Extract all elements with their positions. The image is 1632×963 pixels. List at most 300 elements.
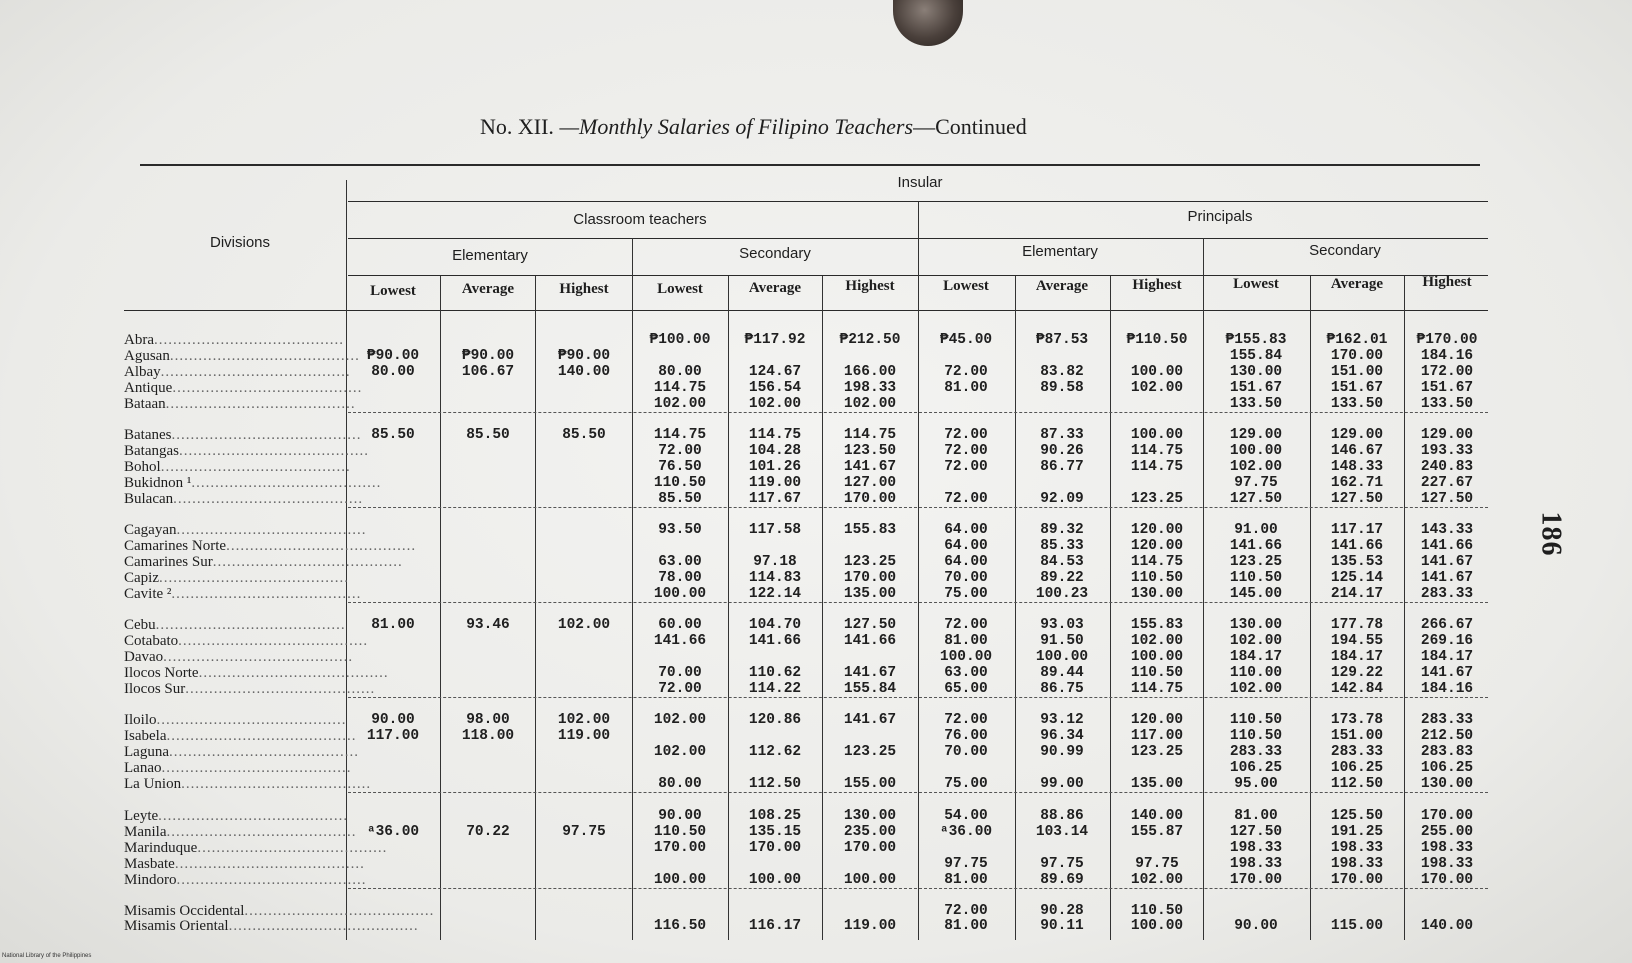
table-cell: 81.00 [944, 918, 988, 934]
table-cell: 63.00 [944, 665, 988, 681]
table-cell: ₱87.53 [1035, 332, 1089, 348]
column-header-average: Average [461, 281, 515, 297]
table-cell: 90.00 [371, 712, 415, 728]
table-cell: 102.00 [843, 396, 897, 412]
leader-dots: ........................................ [181, 776, 372, 792]
table-cell: 145.00 [1229, 586, 1283, 602]
leader-dots: ........................................ [154, 332, 344, 348]
leader-dots: ........................................ [155, 617, 346, 633]
group-separator [348, 507, 1488, 508]
table-cell: 123.25 [843, 744, 897, 760]
table-cell: 141.67 [1420, 554, 1474, 570]
table-cell: 81.00 [944, 633, 988, 649]
col-divider [535, 276, 536, 940]
table-cell: 99.00 [1040, 776, 1084, 792]
table-cell: 72.00 [658, 443, 702, 459]
table-cell: 80.00 [658, 776, 702, 792]
table-cell: 92.09 [1040, 491, 1084, 507]
table-cell: 120.00 [1130, 538, 1184, 554]
table-cell: 110.50 [653, 475, 707, 491]
table-cell: ₱155.83 [1225, 332, 1287, 348]
table-cell: 123.25 [1130, 744, 1184, 760]
division-name: Misamis Occidental........................................ [124, 903, 435, 919]
table-cell: 106.25 [1229, 760, 1283, 776]
table-cell: 133.50 [1330, 396, 1384, 412]
table-cell: 269.16 [1420, 633, 1474, 649]
leader-dots: ........................................ [185, 681, 376, 697]
table-cell: 141.66 [1330, 538, 1384, 554]
table-cell: 198.33 [1229, 856, 1283, 872]
table-cell: 127.50 [1420, 491, 1474, 507]
division-name: Bukidnon ¹........................................ [124, 475, 382, 491]
table-cell: 106.67 [461, 364, 515, 380]
table-cell: 110.50 [1130, 903, 1184, 919]
division-name: Agusan........................................ [124, 348, 360, 364]
table-cell: 102.00 [1130, 380, 1184, 396]
leader-dots: ........................................ [191, 475, 382, 491]
table-cell: 114.75 [843, 427, 897, 443]
table-cell: 170.00 [748, 840, 802, 856]
leader-dots: ........................................ [212, 554, 403, 570]
table-cell: 72.00 [658, 681, 702, 697]
table-cell: 90.99 [1040, 744, 1084, 760]
table-cell: 100.00 [1035, 649, 1089, 665]
table-cell: 87.33 [1040, 427, 1084, 443]
table-cell: 255.00 [1420, 824, 1474, 840]
table-cell: 95.00 [1234, 776, 1278, 792]
table-cell: 102.00 [1229, 681, 1283, 697]
table-cell: 112.50 [748, 776, 802, 792]
table-cell: 117.00 [366, 728, 420, 744]
table-cell: 114.75 [1130, 681, 1184, 697]
leader-dots: ........................................ [198, 665, 389, 681]
table-cell: 102.00 [557, 712, 611, 728]
table-cell: 170.00 [1330, 348, 1384, 364]
title-main: —Monthly Salaries of Filipino Teachers [559, 114, 914, 139]
leader-dots: ........................................ [158, 808, 349, 824]
table-cell: ₱110.50 [1126, 332, 1188, 348]
table-cell: 141.66 [1229, 538, 1283, 554]
division-name: Iloilo........................................ [124, 712, 347, 728]
table-cell: 112.62 [748, 744, 802, 760]
table-cell: 97.75 [562, 824, 606, 840]
table-cell: 106.25 [1330, 760, 1384, 776]
table-cell: 89.22 [1040, 570, 1084, 586]
table-cell: 64.00 [944, 522, 988, 538]
table-cell: 110.50 [653, 824, 707, 840]
table-cell: 127.50 [1229, 491, 1283, 507]
title-suffix: —Continued [913, 114, 1027, 139]
table-cell: 198.33 [1420, 856, 1474, 872]
table-cell: 81.00 [944, 380, 988, 396]
table-cell: 119.00 [843, 918, 897, 934]
division-name: Antique........................................ [124, 380, 363, 396]
table-cell: 114.75 [1130, 459, 1184, 475]
table-cell: 102.00 [653, 712, 707, 728]
col-divider [1203, 238, 1204, 940]
header-ct-secondary: Secondary [739, 245, 811, 262]
table-cell: 114.75 [653, 380, 707, 396]
table-cell: 198.33 [1229, 840, 1283, 856]
table-cell: 112.50 [1330, 776, 1384, 792]
table-cell: 133.50 [1420, 396, 1474, 412]
table-cell: 141.66 [653, 633, 707, 649]
table-cell: ₱45.00 [939, 332, 993, 348]
table-cell: 122.14 [748, 586, 802, 602]
table-cell: 110.50 [1229, 728, 1283, 744]
table-cell: 97.75 [944, 856, 988, 872]
table-cell: ₱212.50 [839, 332, 901, 348]
table-cell: 100.00 [1130, 918, 1184, 934]
table-cell: 151.00 [1330, 364, 1384, 380]
table-cell: 135.00 [1130, 776, 1184, 792]
table-cell: 148.33 [1330, 459, 1384, 475]
leader-dots: ........................................ [178, 633, 369, 649]
division-name: Camarines Sur........................................ [124, 554, 403, 570]
leader-dots: ........................................ [171, 586, 362, 602]
table-cell: 89.44 [1040, 665, 1084, 681]
table-cell: 100.00 [653, 872, 707, 888]
table-cell: 78.00 [658, 570, 702, 586]
group-separator [348, 602, 1488, 603]
table-cell: 104.28 [748, 443, 802, 459]
table-cell: 85.50 [562, 427, 606, 443]
table-cell: 100.00 [1229, 443, 1283, 459]
leader-dots: ........................................ [166, 728, 357, 744]
division-name: Cavite ²........................................ [124, 586, 362, 602]
division-name: Abra........................................ [124, 332, 344, 348]
division-name: Cebu........................................ [124, 617, 346, 633]
table-cell: 135.15 [748, 824, 802, 840]
table-cell: 100.00 [1130, 364, 1184, 380]
table-cell: 142.84 [1330, 681, 1384, 697]
column-header-average: Average [748, 280, 802, 296]
col-divider [440, 276, 441, 940]
table-cell: 85.33 [1040, 538, 1084, 554]
table-cell: 100.00 [1130, 649, 1184, 665]
table-title [480, 114, 1180, 140]
table-cell: 70.00 [658, 665, 702, 681]
division-name: Batanes........................................ [124, 427, 362, 443]
table-cell: 212.50 [1420, 728, 1474, 744]
table-cell: 125.14 [1330, 570, 1384, 586]
table-cell: 81.00 [1234, 808, 1278, 824]
table-cell: 140.00 [557, 364, 611, 380]
table-cell: 54.00 [944, 808, 988, 824]
table-cell: 170.00 [1420, 872, 1474, 888]
table-cell: 119.00 [557, 728, 611, 744]
table-cell: 116.50 [653, 918, 707, 934]
table-cell: 124.67 [748, 364, 802, 380]
table-cell: 283.33 [1420, 712, 1474, 728]
table-cell: 90.26 [1040, 443, 1084, 459]
table-cell: 193.33 [1420, 443, 1474, 459]
table-cell: ᵃ36.00 [366, 824, 420, 840]
table-cell: 151.67 [1229, 380, 1283, 396]
division-name: Camarines Norte........................................ [124, 538, 417, 554]
division-name: Manila........................................ [124, 824, 357, 840]
leader-dots: ........................................ [178, 443, 369, 459]
table-cell: 91.50 [1040, 633, 1084, 649]
table-cell: 184.17 [1330, 649, 1384, 665]
table-cell: 117.17 [1330, 522, 1384, 538]
table-cell: 151.67 [1420, 380, 1474, 396]
table-cell: 235.00 [843, 824, 897, 840]
column-header-highest: Highest [845, 278, 895, 294]
table-cell: 173.78 [1330, 712, 1384, 728]
table-cell: 75.00 [944, 586, 988, 602]
table-cell: 88.86 [1040, 808, 1084, 824]
table-cell: 170.00 [843, 570, 897, 586]
table-cell: 130.00 [1229, 617, 1283, 633]
leader-dots: ........................................ [173, 491, 364, 507]
table-cell: 102.00 [653, 744, 707, 760]
table-cell: 76.00 [944, 728, 988, 744]
column-header-average: Average [1330, 276, 1384, 292]
table-cell: 102.00 [748, 396, 802, 412]
table-cell: 130.00 [1420, 776, 1474, 792]
table-cell: 184.17 [1420, 649, 1474, 665]
table-cell: 97.75 [1234, 475, 1278, 491]
table-cell: 141.66 [748, 633, 802, 649]
division-name: Ilocos Sur........................................ [124, 681, 376, 697]
table-cell: 100.00 [939, 649, 993, 665]
table-cell: 141.67 [843, 665, 897, 681]
table-cell: 103.14 [1035, 824, 1089, 840]
table-cell: 60.00 [658, 617, 702, 633]
table-cell: 129.22 [1330, 665, 1384, 681]
table-cell: 90.28 [1040, 903, 1084, 919]
table-cell: 93.12 [1040, 712, 1084, 728]
table-cell: 93.03 [1040, 617, 1084, 633]
table-cell: 151.67 [1330, 380, 1384, 396]
table-cell: 100.23 [1035, 586, 1089, 602]
table-cell: 127.00 [843, 475, 897, 491]
division-name: Masbate........................................ [124, 856, 365, 872]
table-cell: 151.00 [1330, 728, 1384, 744]
division-name: Bulacan........................................ [124, 491, 364, 507]
table-cell: 100.00 [748, 872, 802, 888]
table-cell: 115.00 [1330, 918, 1384, 934]
leader-dots: ........................................ [163, 649, 354, 665]
table-cell: 63.00 [658, 554, 702, 570]
table-cell: 123.25 [1229, 554, 1283, 570]
table-cell: 155.87 [1130, 824, 1184, 840]
table-cell: 93.46 [466, 617, 510, 633]
table-cell: 98.00 [466, 712, 510, 728]
table-cell: 140.00 [1420, 918, 1474, 934]
table-cell: 90.11 [1040, 918, 1084, 934]
table-cell: 104.70 [748, 617, 802, 633]
column-header-lowest: Lowest [657, 281, 703, 297]
leader-dots: ........................................ [160, 459, 351, 475]
leader-dots: ........................................ [226, 538, 417, 554]
table-cell: ₱90.00 [557, 348, 611, 364]
table-cell: 130.00 [843, 808, 897, 824]
title-number: No. XII. [480, 114, 554, 139]
table-cell: 110.50 [1229, 712, 1283, 728]
table-cell: 110.50 [1130, 570, 1184, 586]
division-name: Davao........................................ [124, 649, 354, 665]
table-cell: 72.00 [944, 443, 988, 459]
table-cell: 141.66 [1420, 538, 1474, 554]
table-cell: 162.71 [1330, 475, 1384, 491]
table-cell: 214.17 [1330, 586, 1384, 602]
table-cell: 120.86 [748, 712, 802, 728]
table-cell: 141.67 [843, 459, 897, 475]
table-cell: 283.33 [1229, 744, 1283, 760]
table-cell: 170.00 [1229, 872, 1283, 888]
division-name: Cagayan........................................ [124, 522, 367, 538]
table-cell: 110.62 [748, 665, 802, 681]
leader-dots: ........................................ [176, 872, 367, 888]
table-cell: 198.33 [1420, 840, 1474, 856]
group-separator [348, 888, 1488, 889]
header-classroom-teachers: Classroom teachers [573, 211, 707, 228]
table-cell: 110.50 [1130, 665, 1184, 681]
division-name: Bohol........................................ [124, 459, 351, 475]
table-cell: 155.84 [1229, 348, 1283, 364]
division-name: Mindoro........................................ [124, 872, 367, 888]
leader-dots: ........................................ [176, 522, 367, 538]
table-cell: 118.00 [461, 728, 515, 744]
table-cell: 146.67 [1330, 443, 1384, 459]
table-cell: 89.69 [1040, 872, 1084, 888]
division-name: Capiz........................................ [124, 570, 349, 586]
table-cell: 102.00 [557, 617, 611, 633]
table-cell: 81.00 [944, 872, 988, 888]
table-cell: 102.00 [1229, 633, 1283, 649]
leader-dots: ........................................ [159, 570, 349, 586]
column-header-lowest: Lowest [943, 278, 989, 294]
table-cell: 108.25 [748, 808, 802, 824]
table-cell: 114.75 [748, 427, 802, 443]
table-cell: 86.77 [1040, 459, 1084, 475]
division-name: La Union........................................ [124, 776, 372, 792]
division-name: Albay........................................ [124, 364, 351, 380]
table-cell: ₱162.01 [1326, 332, 1388, 348]
table-cell: 155.83 [1130, 617, 1184, 633]
table-cell: 101.26 [748, 459, 802, 475]
table-cell: 116.17 [748, 918, 802, 934]
table-cell: 135.53 [1330, 554, 1384, 570]
table-cell: 72.00 [944, 459, 988, 475]
division-name: Isabela........................................ [124, 728, 357, 744]
header-divisions: Divisions [209, 234, 270, 251]
column-header-lowest: Lowest [1233, 276, 1279, 292]
table-cell: 114.83 [748, 570, 802, 586]
table-cell: 117.67 [748, 491, 802, 507]
table-cell: 198.33 [843, 380, 897, 396]
table-cell: 141.66 [843, 633, 897, 649]
table-cell: 170.00 [653, 840, 707, 856]
table-cell: 81.00 [371, 617, 415, 633]
table-cell: 120.00 [1130, 712, 1184, 728]
table-cell: 114.75 [1130, 443, 1184, 459]
table-cell: 170.00 [1330, 872, 1384, 888]
table-cell: 129.00 [1229, 427, 1283, 443]
table-cell: 120.00 [1130, 522, 1184, 538]
table-cell: 102.00 [1130, 633, 1184, 649]
table-cell: 90.00 [1234, 918, 1278, 934]
table-cell: ᵃ36.00 [939, 824, 993, 840]
page-number: 186 [1535, 511, 1567, 557]
table-cell: 97.18 [753, 554, 797, 570]
table-cell: ₱90.00 [366, 348, 420, 364]
table-cell: 283.83 [1420, 744, 1474, 760]
table-cell: 184.16 [1420, 348, 1474, 364]
table-cell: ₱100.00 [649, 332, 711, 348]
table-cell: 130.00 [1229, 364, 1283, 380]
table-cell: 85.50 [466, 427, 510, 443]
table-cell: 89.32 [1040, 522, 1084, 538]
table-cell: 283.33 [1330, 744, 1384, 760]
table-cell: 89.58 [1040, 380, 1084, 396]
table-cell: 117.58 [748, 522, 802, 538]
col-divider [632, 238, 633, 940]
table-cell: 65.00 [944, 681, 988, 697]
table-cell: 84.53 [1040, 554, 1084, 570]
table-cell: 141.67 [1420, 570, 1474, 586]
table-cell: 100.00 [653, 586, 707, 602]
table-cell: 155.83 [843, 522, 897, 538]
table-cell: 177.78 [1330, 617, 1384, 633]
table-cell: 194.55 [1330, 633, 1384, 649]
table-cell: 141.67 [843, 712, 897, 728]
leader-dots: ........................................ [171, 427, 362, 443]
table-cell: 156.54 [748, 380, 802, 396]
header-pr-elementary: Elementary [1022, 243, 1098, 260]
table-cell: 100.00 [843, 872, 897, 888]
table-cell: 80.00 [658, 364, 702, 380]
table-cell: 117.00 [1130, 728, 1184, 744]
table-cell: 85.50 [658, 491, 702, 507]
table-cell: 123.25 [843, 554, 897, 570]
table-cell: 64.00 [944, 554, 988, 570]
group-separator [348, 412, 1488, 413]
col-divider [918, 202, 919, 940]
table-cell: 90.00 [658, 808, 702, 824]
table-cell: 127.50 [1330, 491, 1384, 507]
column-header-highest: Highest [1132, 277, 1182, 293]
table-cell: 130.00 [1130, 586, 1184, 602]
table-cell: 83.82 [1040, 364, 1084, 380]
division-name: Cotabato........................................ [124, 633, 369, 649]
footer-credit: National Library of the Philippines [2, 953, 92, 959]
table-cell: 123.50 [843, 443, 897, 459]
table-cell: 102.00 [653, 396, 707, 412]
table-cell: 86.75 [1040, 681, 1084, 697]
table-cell: 184.17 [1229, 649, 1283, 665]
table-cell: ₱90.00 [461, 348, 515, 364]
table-cell: 102.00 [1130, 872, 1184, 888]
table-cell: 127.50 [843, 617, 897, 633]
table-cell: 70.00 [944, 570, 988, 586]
header-principals: Principals [1187, 208, 1253, 225]
table-cell: 97.75 [1135, 856, 1179, 872]
column-header-highest: Highest [559, 281, 609, 297]
table-cell: 110.00 [1229, 665, 1283, 681]
table-cell: 72.00 [944, 427, 988, 443]
table-cell: 129.00 [1330, 427, 1384, 443]
top-rule [140, 164, 1480, 166]
table-cell: 85.50 [371, 427, 415, 443]
table-cell: 129.00 [1420, 427, 1474, 443]
table-cell: 133.50 [1229, 396, 1283, 412]
table-cell: 72.00 [944, 364, 988, 380]
division-name: Leyte........................................ [124, 808, 349, 824]
table-cell: 114.75 [653, 427, 707, 443]
